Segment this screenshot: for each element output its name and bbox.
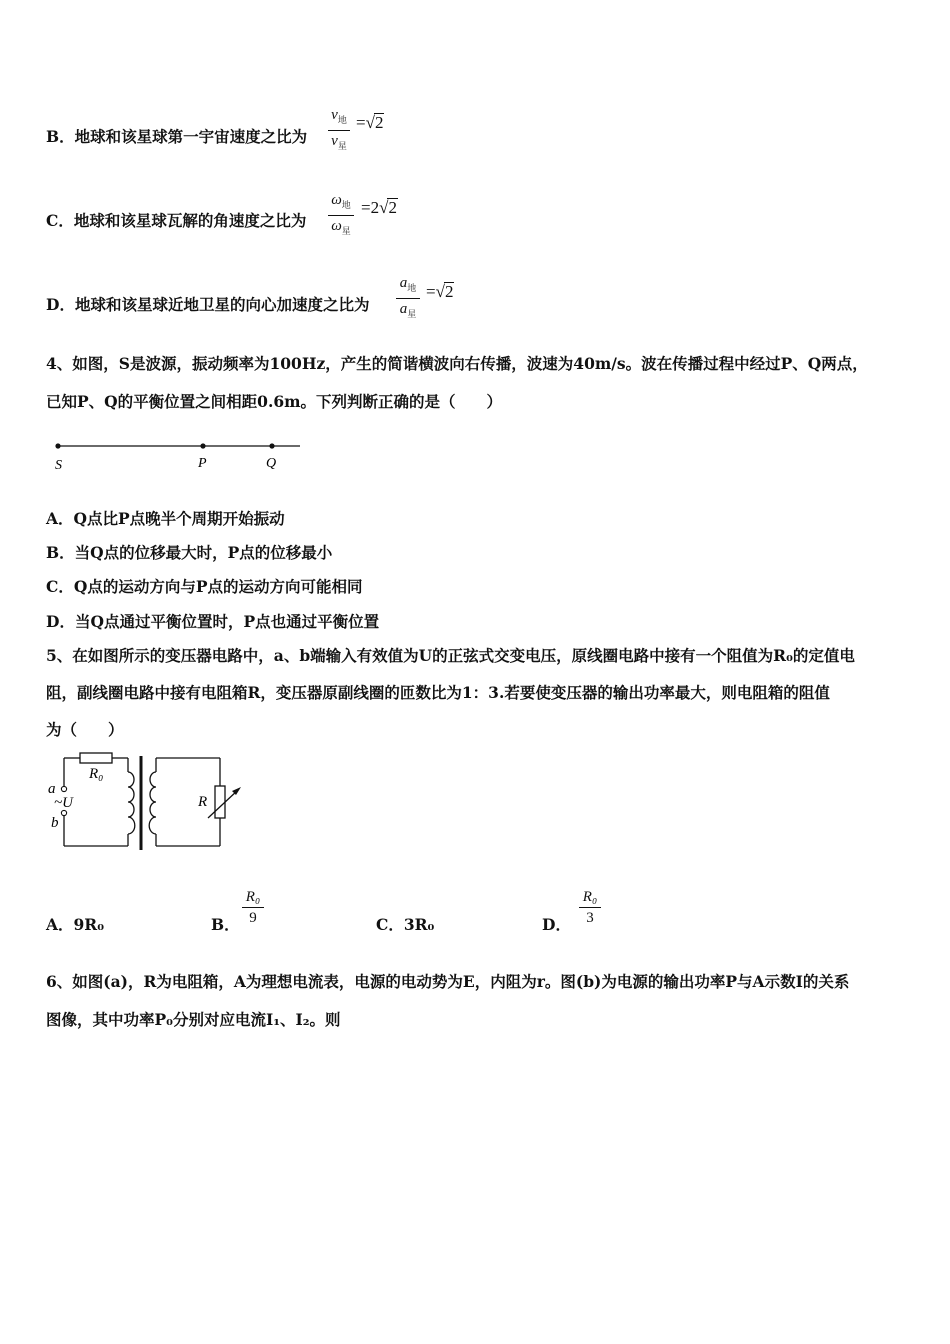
q5-stem-line-2: 阻，副线圈电路中接有电阻箱R，变压器原副线圈的匝数比为1：3.若要使变压器的输出功率最大，则电阻箱的阻值 — [46, 683, 830, 702]
diagram-label-s: S — [55, 458, 62, 473]
q3-option-d-fraction: $a_地$ $a_星$ — [396, 274, 420, 323]
q6-stem-line-2: 图像，其中功率P₀分别对应电流I₁、I₂。则 — [46, 1010, 341, 1029]
q5-stem-line-1: 5、在如图所示的变压器电路中，a、b端输入有效值为U的正弦式交变电压，原线圈电路中接有一个阻值为R₀的定值电 — [46, 646, 855, 665]
circuit-label-r: R — [198, 794, 208, 810]
q5-option-c: C．3R₀ — [376, 915, 435, 934]
circuit-label-b: b — [51, 815, 59, 831]
wave-line-diagram — [48, 436, 318, 476]
q3-option-d: D．地球和该星球近地卫星的向心加速度之比为 — [46, 295, 370, 314]
q4-stem-line-2: 已知P、Q的平衡位置之间相距0.6m。下列判断正确的是（ ） — [46, 392, 503, 411]
q3-option-c: C．地球和该星球瓦解的角速度之比为 — [46, 211, 307, 230]
q5-option-b: B． — [211, 915, 240, 934]
q5-option-a: A．9R₀ — [46, 915, 104, 934]
q3-option-d-value: =√2 — [426, 282, 454, 301]
q3-option-b-fraction: $v_地$ $v_星$ — [328, 106, 350, 155]
q3-option-b: B．地球和该星球第一宇宙速度之比为 — [46, 127, 308, 146]
diagram-label-p: P — [198, 456, 207, 471]
circuit-label-r0: R₀ — [89, 766, 104, 782]
circuit-label-u: ~U — [54, 795, 73, 811]
q3-option-c-fraction: $\omega_地$ $\omega_星$ — [328, 191, 354, 240]
q3-option-b-value: =√2 — [356, 113, 384, 132]
q6-stem-line-1: 6、如图(a)，R为电阻箱，A为理想电流表，电源的电动势为E，内阻为r。图(b)为电源的输出功率P与A示数I的关系 — [46, 972, 850, 991]
q5-option-b-fraction: R₀ 9 — [242, 888, 264, 927]
q5-option-d-fraction: R₀ 3 — [579, 888, 601, 927]
q3-option-c-value: =2√2 — [361, 198, 397, 217]
q5-option-d: D． — [542, 915, 571, 934]
diagram-label-q: Q — [266, 456, 277, 471]
q4-option-b: B．当Q点的位移最大时，P点的位移最小 — [46, 543, 333, 562]
circuit-label-a: a — [48, 781, 56, 797]
q5-stem-line-3: 为（ ） — [46, 720, 124, 739]
q4-option-d: D．当Q点通过平衡位置时，P点也通过平衡位置 — [46, 612, 380, 631]
q4-option-a: A．Q点比P点晚半个周期开始振动 — [46, 509, 285, 528]
q4-option-c: C．Q点的运动方向与P点的运动方向可能相同 — [46, 577, 363, 596]
transformer-circuit-diagram — [46, 748, 256, 852]
q4-stem-line-1: 4、如图，S是波源，振动频率为100Hz，产生的简谐横波向右传播，波速为40m/s。波在传播过程中经过P、Q两点， — [46, 354, 868, 373]
